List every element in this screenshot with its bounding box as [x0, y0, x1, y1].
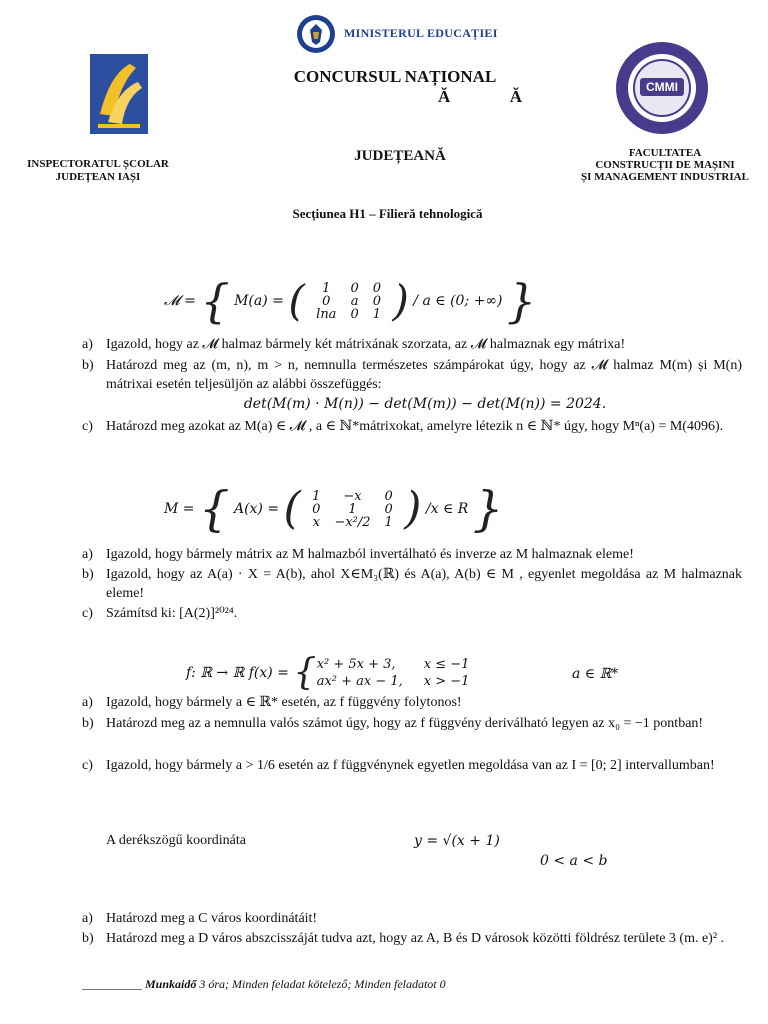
p3-item-a: a) Igazold, hogy bármely a ∈ ℝ* esetén, az f függvény folytonos! — [82, 695, 462, 710]
p2-item-c: c) Számítsd ki: [A(2)]²⁰²⁴. — [82, 606, 238, 621]
right-logo — [614, 40, 710, 136]
ministry-logo — [296, 14, 336, 54]
right-org-line3: ȘI MANAGEMENT INDUSTRIAL — [581, 171, 749, 183]
p2-set-cond: /x ∈ R — [425, 501, 469, 517]
footer-note — [82, 977, 446, 992]
p1-set-cond: / a ∈ (0; +∞) — [413, 293, 503, 309]
footer-label: Munkaidő — [145, 977, 197, 991]
p1-item-b: b) Határozd meg az (m, n), m > n, nemnulla természetes számpárokat úgy, hogy az 𝓜 halmaz M(m) și M(n) mátrixai esetén teljesüljön az alábbi összefüggés: — [82, 358, 742, 392]
right-org-line2: CONSTRUCȚII DE MAȘINI — [595, 159, 735, 171]
section-title: Secțiunea H1 – Filieră tehnologică — [292, 206, 483, 221]
p2-set-ax: A(x) = — [233, 501, 280, 517]
p2-set-lhs: M = — [164, 501, 195, 517]
p1-set-definition: 𝓜 = { M(a) = ( 1 0 0 0 a 0 lna 0 1 ) / a ∈ (0; +∞) } — [164, 274, 537, 328]
p1-b-equation: det(M(m) · M(n)) − det(M(m)) − det(M(n)) = 2024. — [243, 396, 607, 412]
left-org-line1: INSPECTORATUL ȘCOLAR — [27, 158, 169, 170]
p4-inequality: 0 < a < b — [540, 853, 608, 869]
footer-blank: __________ — [82, 977, 142, 991]
p4-curve: y = √(x + 1) — [414, 833, 500, 849]
p1-item-a: a) Igazold, hogy az 𝓜 halmaz bármely két mátrixának szorzata, az 𝓜 halmaznak egy mátrixa! — [82, 337, 626, 352]
p2-item-b: b) Igazold, hogy az A(a) · X = A(b), ahol X∈M₃(ℝ) és A(a), A(b) ∈ M , egyenlet megoldása az M halmaznak eleme! — [82, 567, 742, 601]
footer-text: 3 óra; Minden feladat kötelező; Minden feladatot 0 — [196, 977, 446, 991]
ministry-name: MINISTERUL EDUCAȚIEI — [344, 26, 498, 40]
p1-set-ma: M(a) = — [234, 293, 284, 309]
p3-item-b: b) Határozd meg az a nemnulla valós számot úgy, hogy az f függvény deriválható legyen az x₀ = −1 pontban! — [82, 716, 704, 731]
p1-item-c: c) Határozd meg azokat az M(a) ∈ 𝓜 , a ∈ ℕ*mátrixokat, amelyre létezik n ∈ ℕ* úgy, hogy Mⁿ(a) = M(4096). — [82, 419, 724, 434]
left-org-line2: JUDEȚEAN IAȘI — [55, 171, 141, 183]
p2-matrix: 1 −x 0 0 1 0 x −x²/2 1 — [312, 488, 393, 530]
p3-param: a ∈ ℝ* — [572, 666, 619, 682]
p3-func-lhs: f: ℝ → ℝ f(x) = — [186, 665, 289, 681]
p1-matrix: 1 0 0 0 a 0 lna 0 1 — [316, 280, 381, 322]
left-logo — [90, 54, 148, 134]
p4-item-a: a) Határozd meg a C város koordinátáit! — [82, 911, 318, 926]
right-org-line1: FACULTATEA — [628, 147, 702, 159]
p2-set-definition: M = { A(x) = ( 1 −x 0 0 1 0 x −x²/2 1 ) /x ∈ R } — [164, 481, 504, 537]
p1-set-lhs: 𝓜 = — [164, 293, 196, 309]
p3-item-c: c) Igazold, hogy bármely a > 1/6 esetén az f függvénynek egyetlen megoldása van az I = [0; 2] intervallumban! — [82, 758, 715, 773]
p4-intro: A derékszögű koordináta — [106, 833, 246, 848]
title-line1: CONCURSUL NAȚIONAL — [293, 67, 497, 86]
right-logo-text: CMMI — [646, 80, 678, 94]
p3-cases: x² + 5x + 3, x ≤ −1 ax² + ax − 1, x > −1 — [316, 657, 470, 689]
p4-item-b: b) Határozd meg a D város abszcisszáját tudva azt, hogy az A, B és D városok közötti földrész területe 3 (m. e)² . — [82, 931, 725, 946]
p2-item-a: a) Igazold, hogy bármely mátrix az M halmazból invertálható és inverze az M halmaznak eleme! — [82, 547, 634, 562]
stage-title: JUDEȚEANĂ — [354, 148, 446, 164]
title-line2: Ă Ă — [437, 87, 523, 106]
p3-function-def: f: ℝ → ℝ f(x) = { x² + 5x + 3, x ≤ −1 ax² + ax − 1, x > −1 — [186, 655, 476, 691]
